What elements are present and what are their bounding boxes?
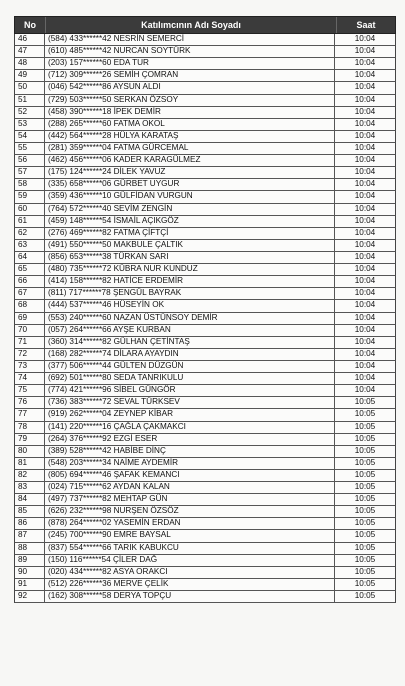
participant-phone: (168) 282******74 xyxy=(48,348,112,358)
table-row xyxy=(14,167,396,179)
participant-name: GÜLHAN ÇETİNTAŞ xyxy=(113,336,190,346)
participant-cell xyxy=(45,470,335,481)
participant-name: SEMİH ÇOMRAN xyxy=(113,70,179,80)
row-number: 90 xyxy=(15,567,45,578)
row-number: 88 xyxy=(15,543,45,554)
participant-cell xyxy=(45,300,335,311)
row-time: 10:05 xyxy=(354,591,376,601)
table-row xyxy=(14,349,396,361)
participant-phone: (497) 737******82 xyxy=(48,494,112,504)
table-row xyxy=(14,155,396,167)
participant-cell xyxy=(45,555,335,566)
participant-name: NURŞEN ÖZSÖZ xyxy=(113,506,179,516)
participant-cell xyxy=(45,506,335,517)
row-time: 10:04 xyxy=(354,288,376,298)
table-row xyxy=(14,361,396,373)
row-number: 47 xyxy=(15,46,45,57)
participant-name: ŞENGÜL BAYRAK xyxy=(112,288,182,298)
participant-phone: (512) 226******36 xyxy=(48,578,112,588)
row-time: 10:05 xyxy=(354,445,376,455)
participant-name: NESRİN SEMERCİ xyxy=(113,34,185,43)
participant-phone: (712) 309******26 xyxy=(48,70,112,80)
table-row xyxy=(14,409,396,421)
participant-name: EMRE BAYSAL xyxy=(113,530,171,540)
row-time: 10:05 xyxy=(354,482,376,492)
table-row xyxy=(14,191,396,203)
participant-name: DERYA TOPÇU xyxy=(113,591,172,601)
participant-phone: (057) 264******66 xyxy=(48,324,112,334)
participant-name: DİLEK YAVUZ xyxy=(113,167,166,177)
participant-cell xyxy=(45,46,335,57)
participant-name: FATMA ÇİFTÇİ xyxy=(113,227,169,237)
table-row xyxy=(14,325,396,337)
table-row xyxy=(14,385,396,397)
row-number: 51 xyxy=(15,95,45,106)
participant-phone: (856) 653******38 xyxy=(48,251,112,261)
row-time: 10:04 xyxy=(354,215,376,225)
row-number: 46 xyxy=(15,34,45,45)
table-row xyxy=(14,228,396,240)
row-time: 10:04 xyxy=(354,94,376,104)
participant-cell xyxy=(45,34,335,45)
participant-name: ŞAFAK KEMANCI xyxy=(113,469,180,479)
participant-name: NAZAN ÜSTÜNSOY DEMİR xyxy=(113,312,218,322)
participant-name: SERKAN ÖZSOY xyxy=(113,94,179,104)
participant-name: NURCAN SOYTÜRK xyxy=(113,46,191,56)
row-time: 10:05 xyxy=(354,397,376,407)
row-time: 10:05 xyxy=(354,518,376,528)
row-time: 10:04 xyxy=(354,227,376,237)
table-row xyxy=(14,591,396,603)
row-time: 10:04 xyxy=(354,142,376,152)
participant-cell xyxy=(45,579,335,590)
participant-cell xyxy=(45,288,335,299)
participant-phone: (046) 542******86 xyxy=(48,82,112,92)
row-time: 10:04 xyxy=(354,70,376,80)
table-row xyxy=(14,143,396,155)
participant-cell xyxy=(45,143,335,154)
table-row xyxy=(14,446,396,458)
row-number: 89 xyxy=(15,555,45,566)
table-row xyxy=(14,240,396,252)
row-number: 56 xyxy=(15,155,45,166)
table-row xyxy=(14,543,396,555)
table-row xyxy=(14,494,396,506)
participant-name: FATMA OKOL xyxy=(113,118,165,128)
table-row xyxy=(14,216,396,228)
row-time: 10:04 xyxy=(354,312,376,322)
row-number: 77 xyxy=(15,409,45,420)
participant-cell xyxy=(45,494,335,505)
participant-phone: (414) 158******82 xyxy=(48,276,112,286)
participant-phone: (553) 240******60 xyxy=(48,312,112,322)
participant-name: SEDA TANRIKULU xyxy=(113,373,184,383)
participant-name: EDA TUR xyxy=(113,58,149,68)
participant-cell xyxy=(45,409,335,420)
participant-cell xyxy=(45,591,335,602)
participant-phone: (462) 456******06 xyxy=(48,155,112,165)
participant-phone: (837) 554******66 xyxy=(48,542,112,552)
participant-cell xyxy=(45,216,335,227)
participant-cell xyxy=(45,373,335,384)
row-time: 10:05 xyxy=(354,554,376,564)
row-number: 87 xyxy=(15,530,45,541)
table-row xyxy=(14,458,396,470)
row-number: 69 xyxy=(15,313,45,324)
table-row xyxy=(14,530,396,542)
table-row xyxy=(14,506,396,518)
participant-cell xyxy=(45,422,335,433)
table-row xyxy=(14,288,396,300)
row-time: 10:05 xyxy=(354,469,376,479)
table-row xyxy=(14,373,396,385)
row-number: 49 xyxy=(15,70,45,81)
participant-phone: (276) 469******82 xyxy=(48,227,112,237)
participant-name: KÜBRA NUR KUNDUZ xyxy=(113,264,198,274)
row-time: 10:05 xyxy=(354,457,376,467)
participant-cell xyxy=(45,458,335,469)
table-row xyxy=(14,276,396,288)
table-row xyxy=(14,204,396,216)
row-number: 50 xyxy=(15,82,45,93)
participant-name: ÇAĞLA ÇAKMAKCI xyxy=(113,421,186,431)
row-time: 10:04 xyxy=(354,300,376,310)
participant-cell xyxy=(45,179,335,190)
participant-cell xyxy=(45,119,335,130)
row-time: 10:04 xyxy=(354,58,376,68)
row-number: 75 xyxy=(15,385,45,396)
table-row xyxy=(14,264,396,276)
participant-phone: (389) 528******42 xyxy=(48,445,112,455)
participant-cell xyxy=(45,167,335,178)
participant-cell xyxy=(45,349,335,360)
participant-name: DİLARA AYAYDIN xyxy=(113,348,179,358)
row-time: 10:04 xyxy=(354,348,376,358)
row-time: 10:04 xyxy=(354,167,376,177)
participant-cell xyxy=(45,264,335,275)
participant-phone: (360) 314******82 xyxy=(48,336,112,346)
table-row xyxy=(14,107,396,119)
row-time: 10:04 xyxy=(354,264,376,274)
row-number: 70 xyxy=(15,325,45,336)
participant-phone: (491) 550******50 xyxy=(48,239,112,249)
participant-cell xyxy=(45,70,335,81)
row-number: 80 xyxy=(15,446,45,457)
participant-phone: (162) 308******58 xyxy=(48,591,112,601)
participant-cell xyxy=(45,385,335,396)
participant-phone: (024) 715******62 xyxy=(48,482,112,492)
participant-name: EZGİ ESER xyxy=(113,433,158,443)
participant-phone: (281) 359******04 xyxy=(48,142,112,152)
row-number: 67 xyxy=(15,288,45,299)
table-row xyxy=(14,82,396,94)
participant-phone: (245) 700******90 xyxy=(48,530,112,540)
participant-name: HÜSEYİN OK xyxy=(113,300,165,310)
participant-phone: (203) 157******60 xyxy=(48,58,112,68)
table-row xyxy=(14,95,396,107)
row-number: 81 xyxy=(15,458,45,469)
row-number: 57 xyxy=(15,167,45,178)
row-time: 10:04 xyxy=(354,191,376,201)
table-header xyxy=(14,16,396,34)
participant-phone: (805) 694******46 xyxy=(48,469,112,479)
table-row xyxy=(14,337,396,349)
header-no: No xyxy=(15,17,46,33)
participant-phone: (692) 501******80 xyxy=(48,373,112,383)
row-time: 10:04 xyxy=(354,82,376,92)
participant-cell xyxy=(45,107,335,118)
participant-phone: (359) 436******10 xyxy=(48,191,112,201)
table-row xyxy=(14,58,396,70)
row-time: 10:05 xyxy=(354,421,376,431)
row-number: 71 xyxy=(15,337,45,348)
participant-name: AYDAN KALAN xyxy=(113,482,170,492)
row-number: 79 xyxy=(15,434,45,445)
participant-cell xyxy=(45,155,335,166)
table-row xyxy=(14,482,396,494)
row-number: 59 xyxy=(15,191,45,202)
row-time: 10:04 xyxy=(354,179,376,189)
row-time: 10:04 xyxy=(354,130,376,140)
participant-cell xyxy=(45,228,335,239)
row-time: 10:04 xyxy=(354,324,376,334)
participant-name: GÜLFİDAN VURGUN xyxy=(113,191,193,201)
participant-cell xyxy=(45,131,335,142)
row-number: 52 xyxy=(15,107,45,118)
row-number: 53 xyxy=(15,119,45,130)
participant-phone: (264) 376******92 xyxy=(48,433,112,443)
participant-cell xyxy=(45,58,335,69)
participant-name: GÜLTEN DÜZGÜN xyxy=(113,360,184,370)
participant-phone: (444) 537******46 xyxy=(48,300,112,310)
row-number: 76 xyxy=(15,397,45,408)
participant-phone: (020) 434******82 xyxy=(48,566,112,576)
participant-phone: (878) 264******02 xyxy=(48,518,112,528)
row-time: 10:04 xyxy=(354,106,376,116)
row-number: 61 xyxy=(15,216,45,227)
row-time: 10:05 xyxy=(354,433,376,443)
participant-phone: (480) 735******72 xyxy=(48,264,112,274)
participant-phone: (774) 421******96 xyxy=(48,385,112,395)
row-number: 82 xyxy=(15,470,45,481)
participant-phone: (377) 506******44 xyxy=(48,360,112,370)
participant-phone: (459) 148******54 xyxy=(48,215,112,225)
table-row xyxy=(14,46,396,58)
row-time: 10:04 xyxy=(354,251,376,261)
row-number: 83 xyxy=(15,482,45,493)
header-time: Saat xyxy=(356,20,376,30)
row-number: 58 xyxy=(15,179,45,190)
participant-cell xyxy=(45,240,335,251)
row-number: 74 xyxy=(15,373,45,384)
row-time: 10:05 xyxy=(354,542,376,552)
table-row xyxy=(14,397,396,409)
participant-cell xyxy=(45,530,335,541)
participant-name: HABİBE DİNÇ xyxy=(113,445,166,455)
row-number: 55 xyxy=(15,143,45,154)
table-row xyxy=(14,313,396,325)
row-number: 63 xyxy=(15,240,45,251)
row-number: 72 xyxy=(15,349,45,360)
row-number: 78 xyxy=(15,422,45,433)
participant-cell xyxy=(45,482,335,493)
participant-name: SEVİM ZENGİN xyxy=(113,203,173,213)
row-number: 54 xyxy=(15,131,45,142)
table-row xyxy=(14,252,396,264)
row-time: 10:04 xyxy=(354,203,376,213)
row-time: 10:04 xyxy=(354,276,376,286)
row-time: 10:04 xyxy=(354,155,376,165)
row-number: 66 xyxy=(15,276,45,287)
participant-phone: (626) 232******98 xyxy=(48,506,112,516)
row-time: 10:05 xyxy=(354,506,376,516)
row-time: 10:04 xyxy=(354,34,376,43)
row-number: 85 xyxy=(15,506,45,517)
table-row xyxy=(14,555,396,567)
participant-name: FATMA GÜRCEMAL xyxy=(113,142,189,152)
participant-cell xyxy=(45,204,335,215)
row-number: 86 xyxy=(15,518,45,529)
table-row xyxy=(14,70,396,82)
participant-name: NAİME AYDEMİR xyxy=(113,457,179,467)
participant-name: MAKBULE ÇALTIK xyxy=(113,239,184,249)
participant-name: İPEK DEMİR xyxy=(113,106,161,116)
participant-name: TÜRKAN SARI xyxy=(113,251,169,261)
participant-cell xyxy=(45,397,335,408)
row-time: 10:05 xyxy=(354,578,376,588)
table-row xyxy=(14,567,396,579)
table-row xyxy=(14,34,396,46)
participant-cell xyxy=(45,82,335,93)
participant-cell xyxy=(45,191,335,202)
table-row xyxy=(14,422,396,434)
row-number: 92 xyxy=(15,591,45,602)
participant-phone: (150) 116******54 xyxy=(48,554,111,564)
participant-cell xyxy=(45,361,335,372)
participant-phone: (458) 390******18 xyxy=(48,106,112,116)
participant-name: HATİCE ERDEMİR xyxy=(113,276,184,286)
row-time: 10:04 xyxy=(354,239,376,249)
participant-phone: (764) 572******40 xyxy=(48,203,112,213)
participant-name: İSMAİL AÇIKGÖZ xyxy=(113,215,179,225)
participant-phone: (141) 220******16 xyxy=(48,421,112,431)
row-number: 64 xyxy=(15,252,45,263)
row-time: 10:04 xyxy=(354,336,376,346)
participant-cell xyxy=(45,252,335,263)
participant-phone: (442) 564******28 xyxy=(48,130,112,140)
participant-phone: (811) 717******78 xyxy=(48,288,111,298)
row-number: 84 xyxy=(15,494,45,505)
table-row xyxy=(14,131,396,143)
participant-name: TARIK KABUKCU xyxy=(113,542,179,552)
participant-name: ZEYNEP KİBAR xyxy=(113,409,174,419)
participant-table xyxy=(14,16,396,603)
participant-cell xyxy=(45,276,335,287)
row-time: 10:04 xyxy=(354,373,376,383)
participant-phone: (288) 265******60 xyxy=(48,118,112,128)
table-row xyxy=(14,434,396,446)
participant-phone: (335) 658******06 xyxy=(48,179,112,189)
participant-name: MEHTAP GÜN xyxy=(113,494,168,504)
row-number: 91 xyxy=(15,579,45,590)
participant-phone: (919) 262******04 xyxy=(48,409,112,419)
table-body xyxy=(14,34,396,603)
participant-name: ÇİLER DAĞ xyxy=(112,554,158,564)
participant-phone: (610) 485******42 xyxy=(48,46,112,56)
row-time: 10:04 xyxy=(354,46,376,56)
participant-cell xyxy=(45,446,335,457)
participant-name: GÜRBET UYGUR xyxy=(113,179,180,189)
participant-cell xyxy=(45,325,335,336)
participant-phone: (729) 503******50 xyxy=(48,94,112,104)
participant-cell xyxy=(45,95,335,106)
participant-name: SEVAL TÜRKSEV xyxy=(113,397,180,407)
row-number: 68 xyxy=(15,300,45,311)
participant-name: AYŞE KURBAN xyxy=(113,324,171,334)
participant-name: ASYA ORAKCI xyxy=(113,566,168,576)
participant-name: HÜLYA KARATAŞ xyxy=(113,130,179,140)
participant-cell xyxy=(45,518,335,529)
row-number: 60 xyxy=(15,204,45,215)
table-row xyxy=(14,518,396,530)
participant-phone: (736) 383******72 xyxy=(48,397,112,407)
participant-cell xyxy=(45,337,335,348)
row-time: 10:04 xyxy=(354,385,376,395)
row-time: 10:05 xyxy=(354,409,376,419)
table-row xyxy=(14,470,396,482)
participant-name: MERVE ÇELİK xyxy=(113,578,169,588)
row-time: 10:04 xyxy=(354,360,376,370)
table-row xyxy=(14,300,396,312)
header-name: Katılımcının Adı Soyadı xyxy=(46,17,337,33)
participant-cell xyxy=(45,434,335,445)
participant-phone: (548) 203******34 xyxy=(48,457,112,467)
participant-name: SİBEL GÜNGÖR xyxy=(113,385,176,395)
table-row xyxy=(14,119,396,131)
participant-phone: (584) 433******42 xyxy=(48,34,112,43)
row-number: 73 xyxy=(15,361,45,372)
row-number: 48 xyxy=(15,58,45,69)
row-time: 10:05 xyxy=(354,494,376,504)
participant-cell xyxy=(45,313,335,324)
row-time: 10:04 xyxy=(354,118,376,128)
participant-cell xyxy=(45,543,335,554)
participant-name: YASEMİN ERDAN xyxy=(113,518,181,528)
table-row xyxy=(14,179,396,191)
table-row xyxy=(14,579,396,591)
row-number: 62 xyxy=(15,228,45,239)
participant-name: AYSUN ALDI xyxy=(113,82,161,92)
row-number: 65 xyxy=(15,264,45,275)
row-time: 10:05 xyxy=(354,566,376,576)
participant-phone: (175) 124******24 xyxy=(48,167,112,177)
row-time: 10:05 xyxy=(354,530,376,540)
participant-name: KADER KARAGÜLMEZ xyxy=(113,155,201,165)
participant-cell xyxy=(45,567,335,578)
